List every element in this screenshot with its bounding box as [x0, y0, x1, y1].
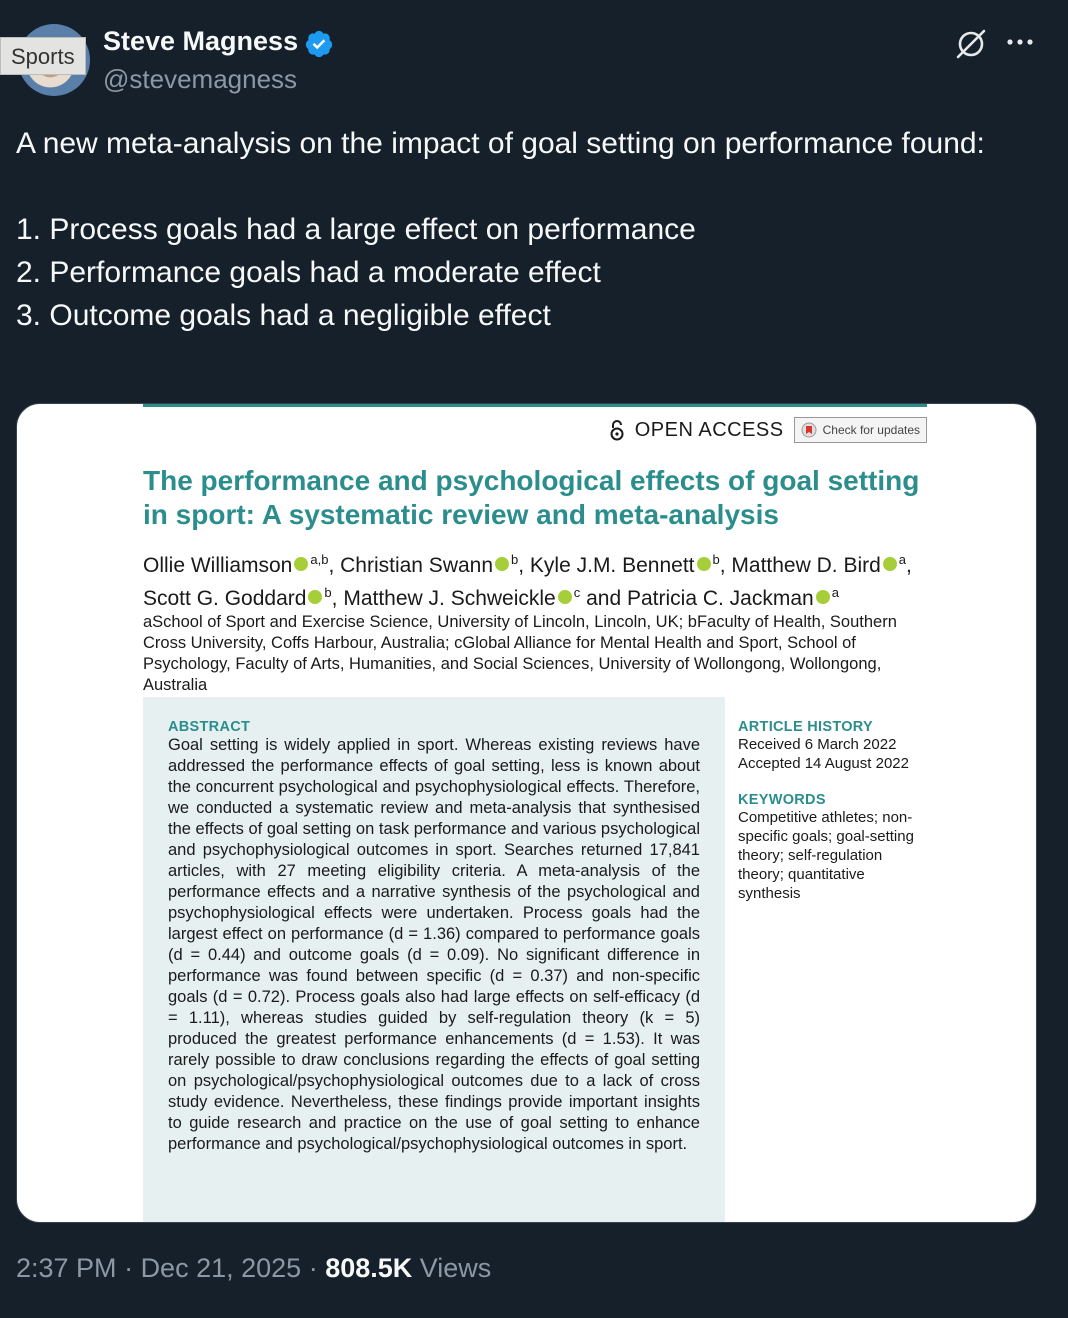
check-for-updates-label: Check for updates [822, 423, 920, 437]
check-for-updates-icon [801, 422, 817, 438]
author-affiliation: a [831, 585, 839, 600]
keywords-heading: KEYWORDS [738, 792, 826, 808]
author-conjunction: and [586, 587, 622, 610]
keywords-text: Competitive athletes; non-specific goals; goal-setting theory; self-regulation theory; quantitative synthesis [738, 809, 914, 902]
author-name: Christian Swann [340, 554, 494, 577]
received-date: Received 6 March 2022 [738, 736, 897, 753]
grok-icon[interactable] [954, 27, 988, 61]
topic-badge[interactable]: Sports [0, 37, 86, 75]
abstract-box [143, 697, 725, 1223]
orcid-icon [558, 590, 572, 604]
author-name: Ollie Williamson [143, 554, 293, 577]
abstract-heading: ABSTRACT [168, 719, 251, 735]
paper-authors: Ollie Williamson $^{a,b}$, Christian Swann $^b$, Kyle J.M. Bennett $^b$, Matthew D. Bird $^a$, Scott G. Goddard $^b$, Matthew J. Schweickle $^c$ and Patricia C. Jackman $^a$ [143, 552, 912, 610]
post-time[interactable]: 2:37 PM [16, 1253, 117, 1283]
author-affiliation: b [511, 552, 519, 567]
meta-separator: · [301, 1253, 326, 1283]
more-icon[interactable] [1004, 30, 1036, 54]
author-affiliation: b [324, 585, 332, 600]
tweet-header [0, 0, 1068, 110]
orcid-icon [308, 590, 322, 604]
divider [143, 404, 927, 407]
author-name: Matthew J. Schweickle [343, 587, 556, 610]
accepted-date: Accepted 14 August 2022 [738, 755, 909, 772]
author-name: Kyle J.M. Bennett [529, 554, 695, 577]
post-date[interactable]: Dec 21, 2025 [140, 1253, 302, 1283]
orcid-icon [495, 557, 509, 571]
verified-badge-icon[interactable] [304, 29, 334, 59]
tweet-text: A new meta-analysis on the impact of goal setting on performance found: 1. Process goals had a large effect on performance 2. Performance goals had a moderate effect 3. Outcome goals had a negligible effect [16, 127, 985, 332]
open-access-row [609, 416, 927, 444]
orcid-icon [816, 590, 830, 604]
paper-page [143, 404, 927, 1223]
orcid-icon [697, 557, 711, 571]
author-name: Scott G. Goddard [143, 587, 307, 610]
author-affiliation: c [573, 585, 581, 600]
abstract-text: Goal setting is widely applied in sport. Whereas existing reviews have addressed the performance effects of goal setting, less is known about the concurrent psychological and psychophysiological effects. Therefore, we conducted a systematic review and meta-analysis that synthesised the effects of goal setting on task performance and various psychological and psychophysiological outcomes in sport. Searches returned 17,841 articles, with 27 meeting eligibility criteria. A meta-analysis of the performance effects and a narrative synthesis of the psychological and psychophysiological effects were undertaken. Process goals had the largest effect on performance (d = 1.36) compared to performance goals (d = 0.44) and outcome goals (d = 0.09). No significant difference in performance was found between specific (d = 0.37) and non-specific goals (d = 0.72). Process goals also had large effects on self-efficacy (d = 1.11), whereas studies guided by self-regulation theory (k = 5) produced the greatest performance enhancements (d = 1.53). It was rarely possible to draw conclusions regarding the effects of goal setting on psychological/psychophysiological outcomes due to a lack of cross study evidence. Nevertheless, these findings provide important insights to guide research and practice on the use of goal setting to enhance performance and psychological/psychophysiological outcomes in sport. [168, 736, 700, 1153]
orcid-icon [294, 557, 308, 571]
user-name[interactable]: Steve Magness [103, 26, 299, 56]
views-label: Views [412, 1253, 492, 1283]
author-name: Matthew D. Bird [731, 554, 881, 577]
views-count[interactable]: 808.5K [325, 1253, 413, 1283]
user-handle[interactable]: @stevemagness [103, 64, 298, 94]
article-sidebar [738, 719, 928, 903]
paper-title: The performance and psychological effects of goal setting in sport: A systematic review and meta-analysis [143, 465, 920, 530]
orcid-icon [883, 557, 897, 571]
author-name: Patricia C. Jackman [626, 587, 814, 610]
author-affiliation: b [712, 552, 720, 567]
open-access-label: OPEN ACCESS [634, 418, 784, 441]
author-affiliation: a,b [310, 552, 329, 567]
media-image[interactable] [16, 403, 1037, 1223]
meta-separator: · [116, 1253, 141, 1283]
article-history-heading: ARTICLE HISTORY [738, 719, 874, 735]
paper-affiliations: aSchool of Sport and Exercise Science, University of Lincoln, Lincoln, UK; bFaculty of Health, Southern Cross University, Coffs Harbour, Australia; cGlobal Alliance for Mental Health and Sport, School of Psychology, Faculty of Arts, Humanities, and Social Sciences, University of Wollongong, Wollongong, Australia [143, 613, 897, 694]
author-affiliation: a [898, 552, 907, 567]
check-for-updates-button [794, 417, 927, 443]
lock-icon [609, 419, 625, 441]
tweet-meta [16, 1253, 491, 1284]
